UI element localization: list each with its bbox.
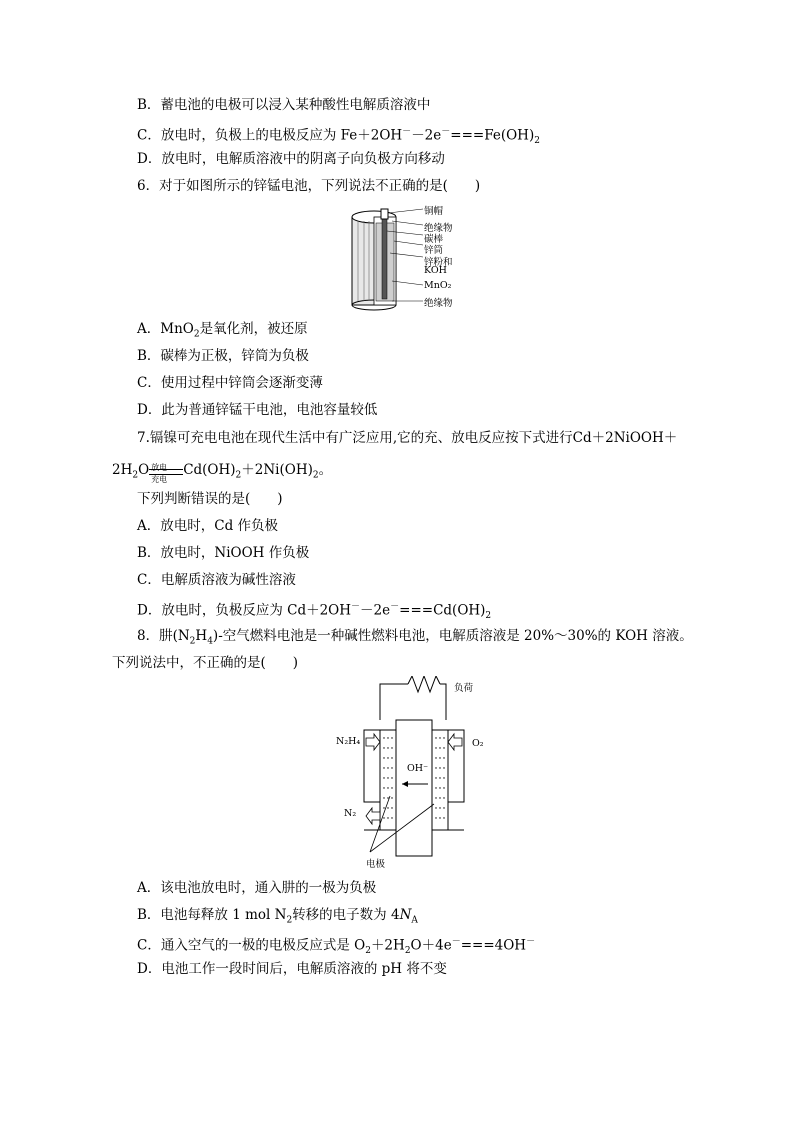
q6-option-c: C．使用过程中锌筒会逐渐变薄 xyxy=(137,375,323,391)
label-carbon-rod: 碳棒 xyxy=(424,234,444,245)
q7-stem-line2: $2H_2O$ 放电 充电 $Cd(OH)_2+2Ni(OH)_2$。 xyxy=(112,462,333,484)
label-copper-cap: 铜帽 xyxy=(424,206,444,217)
q5-option-b: B．蓄电池的电极可以浸入某种酸性电解质溶液中 xyxy=(137,97,431,113)
zinc-manganese-battery-figure xyxy=(348,201,468,311)
q6-option-b: B．碳棒为正极，锌筒为负极 xyxy=(137,348,309,364)
label-load: 负荷 xyxy=(454,683,474,694)
fuel-cell-figure xyxy=(330,676,500,872)
label-zinc-powder: 锌粉和 xyxy=(424,257,453,268)
q6-stem: 6．对于如图所示的锌锰电池，下列说法不正确的是( ) xyxy=(137,178,481,194)
label-zinc-can: 锌筒 xyxy=(424,245,444,256)
q8-option-a: A．该电池放电时，通入肼的一极为负极 xyxy=(137,880,377,896)
label-n2: N₂ xyxy=(344,808,357,819)
q7-option-b: B．放电时，NiOOH 作负极 xyxy=(137,545,310,561)
q8-stem-line1: 8．肼$(N_2H_4)-$空气燃料电池是一种碱性燃料电池，电解质溶液是 20%～30%的 KOH 溶液。 xyxy=(137,628,693,647)
label-electrode: 电极 xyxy=(366,859,386,870)
label-insulator-top: 绝缘物 xyxy=(424,223,453,234)
reversible-arrow: 放电 充电 xyxy=(149,462,183,480)
q8-option-d: D．电池工作一段时间后，电解质溶液的 pH 将不变 xyxy=(137,961,447,977)
label-o2: O₂ xyxy=(472,738,484,749)
q8-stem-line2: 下列说法中，不正确的是( ) xyxy=(112,655,299,671)
q7-option-a: A．放电时，Cd 作负极 xyxy=(137,518,279,534)
label-koh: KOH xyxy=(424,265,447,276)
q7-ask: 下列判断错误的是( ) xyxy=(137,491,283,507)
q6-option-a: A．MnO$_2$是氧化剂，被还原 xyxy=(137,321,308,340)
q8-option-c: C．通入空气的一极的电极反应式是 $O_2+2H_2O+4e^-===4OH^-$ xyxy=(137,937,536,957)
label-insulator-bottom: 绝缘物 xyxy=(424,298,453,309)
q8-option-b: B．电池每释放 1 mol $N_2$转移的电子数为 $4N_A$ xyxy=(137,907,418,926)
q5-option-c: C．放电时，负极上的电极反应为 $Fe+2OH^--2e^-===Fe(OH)_2$ xyxy=(137,127,540,147)
label-mno2: MnO₂ xyxy=(424,280,452,291)
q6-option-d: D．此为普通锌锰干电池，电池容量较低 xyxy=(137,402,378,418)
label-oh: OH⁻ xyxy=(407,763,429,774)
q7-option-d: D．放电时，负极反应为 $Cd+2OH^--2e^-===Cd(OH)_2$ xyxy=(137,602,492,622)
q5-option-d: D．放电时，电解质溶液中的阴离子向负极方向移动 xyxy=(137,151,445,167)
q7-option-c: C．电解质溶液为碱性溶液 xyxy=(137,572,296,588)
label-n2h4: N₂H₄ xyxy=(336,736,361,747)
q7-stem-line1: 7.镉镍可充电电池在现代生活中有广泛应用,它的充、放电反应按下式进行Cd＋2NiOOH＋ xyxy=(137,430,678,446)
